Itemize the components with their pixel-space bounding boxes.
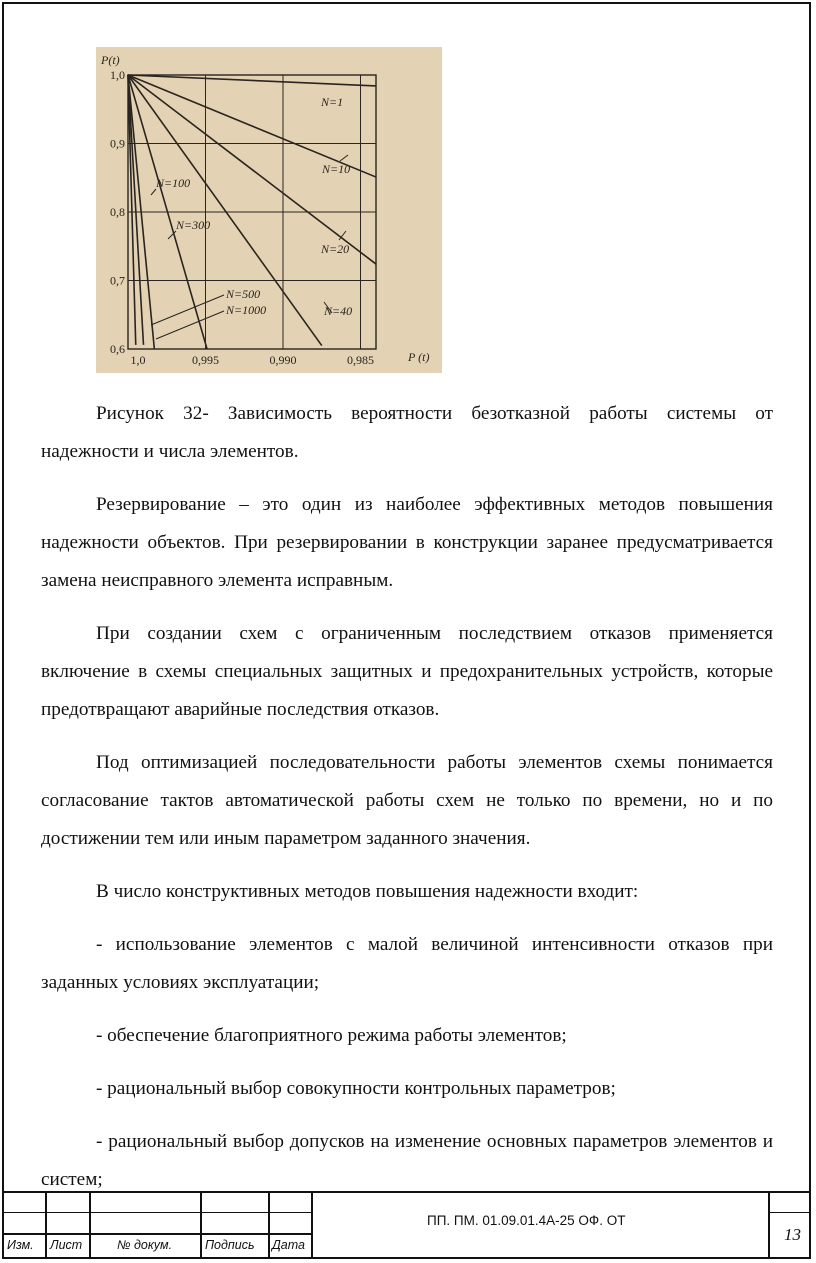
curve-label: N=40 (324, 304, 353, 318)
x-tick-label: 0,995 (192, 353, 219, 367)
paragraph-3: Под оптимизацией последовательности работы элементов схемы понимается согласование тактов автоматической работы схем не только по времени, но и по достижении тем или иным параметром заданного значения. (41, 752, 773, 849)
y-tick-label: 0,6 (110, 342, 125, 356)
stamp-izm-label: Изм. (7, 1238, 34, 1252)
curve-leader-line (151, 295, 224, 325)
page-number: 13 (784, 1225, 801, 1244)
figure-caption: Рисунок 32- Зависимость вероятности безотказной работы системы от надежности и числа элементов. (41, 403, 773, 462)
y-axis-title: P(t) (101, 53, 120, 67)
curve-label: N=10 (322, 162, 351, 176)
x-tick-label: 0,990 (269, 353, 297, 367)
curve-label: N=500 (226, 287, 261, 301)
series-line-0 (128, 75, 376, 86)
y-tick-label: 1,0 (110, 68, 125, 82)
paragraph-4: В число конструктивных методов повышения надежности входит: (96, 881, 639, 902)
curve-label: N=1000 (226, 303, 267, 317)
curve-label: N=20 (321, 242, 350, 256)
y-tick-label: 0,8 (110, 205, 125, 219)
curve-label: N=100 (156, 176, 191, 190)
x-tick-label: 1,0 (130, 353, 146, 367)
stamp-doc-label: № докум. (117, 1238, 173, 1252)
list-item-1: - использование элементов с малой величиной интенсивности отказов при заданных условиях эксплуатации; (41, 934, 773, 993)
curve-leader-line (156, 311, 224, 339)
y-tick-label: 0,7 (110, 273, 125, 288)
paragraph-2: При создании схем с ограниченным последствием отказов применяется включение в схемы специальных защитных и предохранительных устройств, которые предотвращают аварийные последствия отказов. (41, 623, 773, 720)
x-axis-title: P (t) (408, 350, 430, 364)
curve-label: N=300 (176, 218, 211, 232)
title-block-stamp (2, 1191, 811, 1259)
list-item-4: - рациональный выбор допусков на изменение основных параметров элементов и систем; (41, 1131, 773, 1190)
paragraph-1: Резервирование – это один из наиболее эффективных методов повышения надежности объектов. При резервировании в конструкции заранее предусматривается замена неисправного элемента исправным. (41, 494, 773, 591)
text-body (41, 395, 773, 1199)
list-item-3: - рациональный выбор совокупности контрольных параметров; (96, 1078, 616, 1099)
stamp-list-label: Лист (50, 1238, 83, 1252)
x-tick-label: 0,985 (347, 353, 374, 367)
curve-label: N=1 (321, 95, 344, 109)
stamp-date-label: Дата (272, 1238, 305, 1252)
stamp-document-code: ПП. ПМ. 01.09.01.4А-25 ОФ. ОТ (427, 1213, 626, 1228)
reliability-chart (96, 47, 442, 373)
y-tick-label: 0,9 (110, 136, 125, 151)
list-item-2: - обеспечение благоприятного режима работы элементов; (96, 1025, 567, 1046)
stamp-sign-label: Подпись (205, 1238, 255, 1252)
curve-leader-line (340, 155, 348, 161)
reliability-figure (96, 47, 442, 373)
